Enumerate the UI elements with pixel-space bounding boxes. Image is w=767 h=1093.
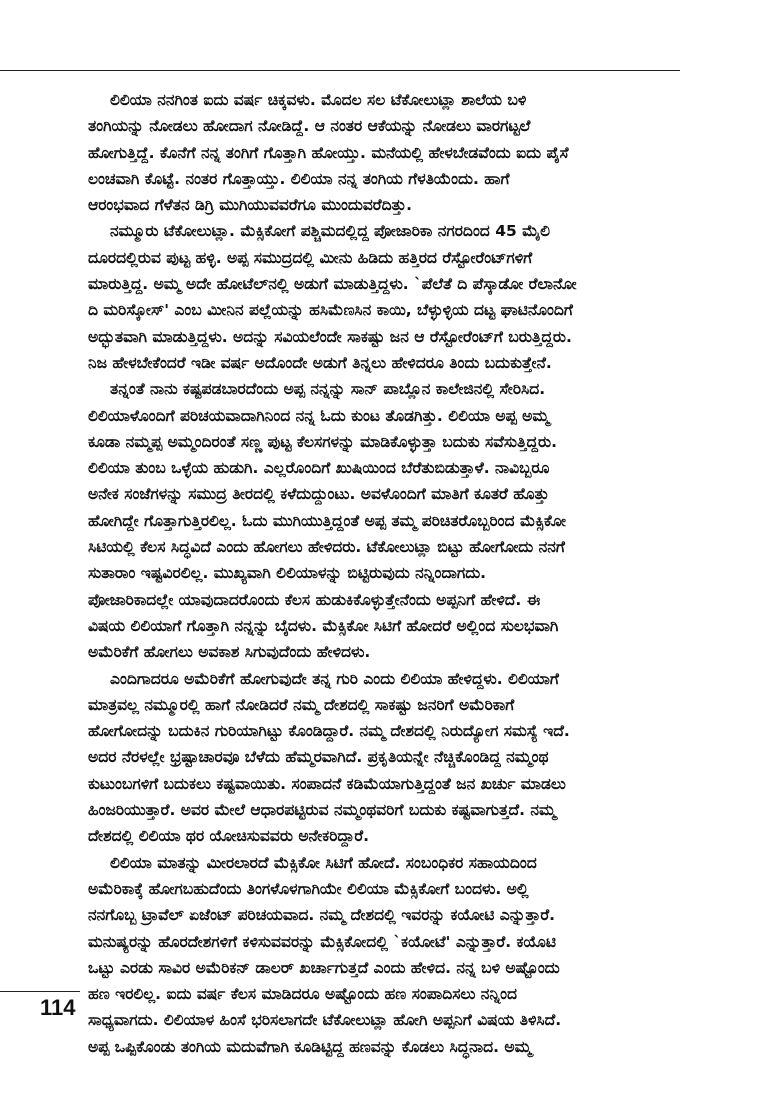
text-line: ತಂಗಿಯನ್ನು ನೋಡಲು ಹೋದಾಗ ನೋಡಿದ್ದೆ. ಆ ನಂತರ ಆಕೆಯನ್ನು ನೋಡಲು ವಾರಗಟ್ಟಲೆ bbox=[88, 117, 531, 136]
text-line: ಲಂಚವಾಗಿ ಕೊಟ್ಟೆ. ನಂತರ ಗೊತ್ತಾಯ್ತು. ಲಿಲಿಯಾ ನನ್ನ ತಂಗಿಯ ಗೆಳತಿಯೆಂದು. ಹಾಗೆ bbox=[88, 169, 510, 188]
text-line: ಸಾಧ್ಯವಾಗದು. ಲಿಲಿಯಾಳ ಹಿಂಸೆ ಭರಿಸಲಾಗದೇ ಟೆಕೋಲುಟ್ಲಾ ಹೋಗಿ ಅಪ್ಪನಿಗೆ ವಿಷಯ ತಿಳಿಸಿದೆ. bbox=[88, 1011, 562, 1030]
top-rule bbox=[0, 70, 680, 71]
paragraph bbox=[88, 376, 680, 665]
text-line: ಲಿಲಿಯಾಳೊಂದಿಗೆ ಪರಿಚಯವಾದಾಗಿನಿಂದ ನನ್ನ ಓದು ಕುಂಟ ತೊಡಗಿತ್ತು. ಲಿಲಿಯಾ ಅಪ್ಪ ಅಮ್ಮ bbox=[88, 406, 550, 425]
text-line: ಹೋಗೋದನ್ನು ಬದುಕಿನ ಗುರಿಯಾಗಿಟ್ಟು ಕೊಂಡಿದ್ದಾರೆ. ನಮ್ಮ ದೇಶದಲ್ಲಿ ನಿರುದ್ಯೋಗ ಸಮಸ್ಯೆ ಇದೆ. bbox=[88, 722, 570, 741]
text-line: ಅದರ ನೆರಳಲ್ಲೇ ಭ್ರಷ್ಟಾಚಾರವೂ ಬೆಳೆದು ಹೆಮ್ಮರವಾಗಿದೆ. ಪ್ರಕೃತಿಯನ್ನೇ ನೆಚ್ಚಿಕೊಂಡಿದ್ದ ನಮ್ಮಂಥ bbox=[88, 748, 549, 767]
text-line: ಹೋಗುತ್ತಿದ್ದೆ. ಕೊನೆಗೆ ನನ್ನ ತಂಗಿಗೆ ಗೊತ್ತಾಗಿ ಹೋಯ್ತು. ಮನೆಯಲ್ಲಿ ಹೇಳಬೇಡವೆಂದು ಐದು ಪೈಸೆ bbox=[88, 143, 569, 162]
text-line: ಅಮೆರಿಕೆಗೆ ಹೋಗಲು ಅವಕಾಶ ಸಿಗುವುದೆಂದು ಹೇಳಿದಳು. bbox=[88, 643, 371, 662]
text-line: ಪೋಜಾರಿಕಾದಲ್ಲೇ ಯಾವುದಾದರೊಂದು ಕೆಲಸ ಹುಡುಕಿಕೊಳ್ಳುತ್ತೇನೆಂದು ಅಪ್ಪನಿಗೆ ಹೇಳಿದೆ. ಈ bbox=[88, 590, 541, 609]
text-line: ಹೋಗಿದ್ದೇ ಗೊತ್ತಾಗುತ್ತಿರಲಿಲ್ಲ. ಓದು ಮುಗಿಯುತ್ತಿದ್ದಂತೆ ಅಪ್ಪ ತಮ್ಮ ಪರಿಚಿತರೊಬ್ಬರಿಂದ ಮೆಕ್ಸಿಕೋ bbox=[88, 511, 567, 530]
paragraph bbox=[88, 218, 680, 376]
text-line: ದಿ ಮರಿಸ್ಕೋಸ್' ಎಂಬ ಮೀನಿನ ಪಲ್ಲೆಯನ್ನು ಹಸಿಮೆಣಸಿನ ಕಾಯಿ, ಬೆಳ್ಳುಳ್ಳಿಯ ದಟ್ಟ ಘಾಟಿನೊಂದಿಗೆ bbox=[88, 301, 573, 320]
text-line: ನನಗೊಬ್ಬ ಟ್ರಾವೆಲ್ ಏಜೆಂಟ್ ಪರಿಚಯವಾದ. ನಮ್ಮ ದೇಶದಲ್ಲಿ ಇವರನ್ನು ಕಯೋಟಿ ಎನ್ನುತ್ತಾರೆ. bbox=[88, 906, 556, 925]
text-line: ಮಾರುತ್ತಿದ್ದ. ಅಮ್ಮ ಅದೇ ಹೋಟೆಲ್‌ನಲ್ಲಿ ಅಡುಗೆ ಮಾಡುತ್ತಿದ್ದಳು. `ಪೆಲೆತೆ ದಿ ಪೆಸ್ಕಾಡೋ ರೆಲಾನೋ bbox=[88, 275, 577, 294]
text-line: ಲಿಲಿಯಾ ಮಾತನ್ನು ಮೀರಲಾರದೆ ಮೆಕ್ಸಿಕೋ ಸಿಟಿಗೆ ಹೋದೆ. ಸಂಬಂಧಿಕರ ಸಹಾಯದಿಂದ bbox=[110, 853, 537, 872]
paragraph bbox=[88, 850, 680, 1060]
text-line: ಆರಂಭವಾದ ಗೆಳೆತನ ಡಿಗ್ರಿ ಮುಗಿಯುವವರೆಗೂ ಮುಂದುವರೆದಿತ್ತು. bbox=[88, 196, 412, 215]
text-line: ಸುತಾರಾಂ ಇಷ್ಟವಿರಲಿಲ್ಲ. ಮುಖ್ಯವಾಗಿ ಲಿಲಿಯಾಳನ್ನು ಬಿಟ್ಟಿರುವುದು ನನ್ನಿಂದಾಗದು. bbox=[88, 564, 487, 583]
text-line: ಸಿಟಿಯಲ್ಲಿ ಕೆಲಸ ಸಿದ್ಧವಿದೆ ಎಂದು ಹೋಗಲು ಹೇಳಿದರು. ಟೆಕೋಲುಟ್ಲಾ ಬಿಟ್ಟು ಹೋಗೋದು ನನಗೆ bbox=[88, 538, 565, 557]
text-line: ಲಿಲಿಯಾ ನನಗಿಂತ ಐದು ವರ್ಷ ಚಿಕ್ಕವಳು. ಮೊದಲ ಸಲ ಟೆಕೋಲುಟ್ಲಾ ಶಾಲೆಯ ಬಳಿ bbox=[110, 91, 527, 109]
text-line: ಕುಟುಂಬಗಳಿಗೆ ಬದುಕಲು ಕಷ್ಟವಾಯಿತು. ಸಂಪಾದನೆ ಕಡಿಮೆಯಾಗುತ್ತಿದ್ದಂತೆ ಜನ ಖರ್ಚು ಮಾಡಲು bbox=[88, 774, 566, 793]
paragraph bbox=[88, 666, 680, 850]
text-line: ಒಟ್ಟು ಎರಡು ಸಾವಿರ ಅಮೆರಿಕನ್ ಡಾಲರ್ ಖರ್ಚಾಗುತ್ತದೆ ಎಂದು ಹೇಳಿದ. ನನ್ನ ಬಳಿ ಅಷ್ಟೊಂದು bbox=[88, 958, 560, 977]
paragraph bbox=[88, 87, 680, 218]
footer-rule bbox=[0, 991, 80, 992]
text-line: ಮಾತ್ರವಲ್ಲ ನಮ್ಮೂರಲ್ಲಿ ಹಾಗೆ ನೋಡಿದರೆ ನಮ್ಮ ದೇಶದಲ್ಲಿ ಸಾಕಷ್ಟು ಜನರಿಗೆ ಅಮೆರಿಕಾಗೆ bbox=[88, 695, 515, 714]
text-line: ಕೂಡಾ ನಮ್ಮಪ್ಪ ಅಮ್ಮಂದಿರಂತೆ ಸಣ್ಣ ಪುಟ್ಟ ಕೆಲಸಗಳನ್ನು ಮಾಡಿಕೊಳ್ಳುತ್ತಾ ಬದುಕು ಸವೆಸುತ್ತಿದ್ದರು. bbox=[88, 432, 557, 451]
text-line: ಮನುಷ್ಯರನ್ನು ಹೊರದೇಶಗಳಿಗೆ ಕಳಿಸುವವರನ್ನು ಮೆಕ್ಸಿಕೋದಲ್ಲಿ `ಕಯೋಟೆ' ಎನ್ನುತ್ತಾರೆ. ಕಯೊಟಿ bbox=[88, 932, 556, 951]
text-line: ಲಿಲಿಯಾ ತುಂಬ ಒಳ್ಳೆಯ ಹುಡುಗಿ. ಎಲ್ಲರೊಂದಿಗೆ ಖುಷಿಯಿಂದ ಬೆರೆತುಬಿಡುತ್ತಾಳೆ. ನಾವಿಬ್ಬರೂ bbox=[88, 459, 550, 478]
text-line: ಎಂದಿಗಾದರೂ ಅಮೆರಿಕೆಗೆ ಹೋಗುವುದೇ ತನ್ನ ಗುರಿ ಎಂದು ಲಿಲಿಯಾ ಹೇಳಿದ್ದಳು. ಲಿಲಿಯಾಗೆ bbox=[110, 669, 559, 688]
text-line: ನಮ್ಮೂರು ಟೆಕೋಲುಟ್ಲಾ. ಮೆಕ್ಸಿಕೋಗೆ ಪಶ್ಚಿಮದಲ್ಲಿದ್ದ ಪೋಜಾರಿಕಾ ನಗರದಿಂದ 45 ಮೈಲಿ bbox=[110, 222, 551, 241]
text-line: ತನ್ನಂತೆ ನಾನು ಕಷ್ಟಪಡಬಾರದೆಂದು ಅಪ್ಪ ನನ್ನನ್ನು ಸಾನ್ ಪಾಬ್ಲೊನ ಕಾಲೇಜಿನಲ್ಲಿ ಸೇರಿಸಿದ. bbox=[110, 380, 546, 399]
text-line: ನಿಜ ಹೇಳಬೇಕೆಂದರೆ ಇಡೀ ವರ್ಷ ಅದೊಂದೇ ಅಡುಗೆ ತಿನ್ನಲು ಹೇಳಿದರೂ ತಿಂದು ಬದುಕುತ್ತೇನೆ. bbox=[88, 353, 552, 372]
text-line: ವಿಷಯ ಲಿಲಿಯಾಗೆ ಗೊತ್ತಾಗಿ ನನ್ನನ್ನು ಬೈದಳು. ಮೆಕ್ಸಿಕೋ ಸಿಟಿಗೆ ಹೋದರೆ ಅಲ್ಲಿಂದ ಸುಲಭವಾಗಿ bbox=[88, 616, 559, 635]
page-number: 114 bbox=[40, 995, 76, 1020]
text-line: ಅಪ್ಪ ಒಪ್ಪಿಕೊಂಡು ತಂಗಿಯ ಮದುವೆಗಾಗಿ ಕೂಡಿಟ್ಟಿದ್ದ ಹಣವನ್ನು ಕೊಡಲು ಸಿದ್ಧನಾದ. ಅಮ್ಮ bbox=[88, 1037, 532, 1056]
text-line: ದೇಶದಲ್ಲಿ ಲಿಲಿಯಾ ಥರ ಯೋಚಿಸುವವರು ಅನೇಕರಿದ್ದಾರೆ. bbox=[88, 827, 370, 846]
text-line: ದೂರದಲ್ಲಿರುವ ಪುಟ್ಟ ಹಳ್ಳಿ. ಅಪ್ಪ ಸಮುದ್ರದಲ್ಲಿ ಮೀನು ಹಿಡಿದು ಹತ್ತಿರದ ರೆಸ್ಟೋರೆಂಟ್‌ಗಳಿಗೆ bbox=[88, 248, 533, 267]
text-line: ಹಿಂಜರಿಯುತ್ತಾರೆ. ಅವರ ಮೇಲೆ ಆಧಾರಪಟ್ಟಿರುವ ನಮ್ಮಂಥವರಿಗೆ ಬದುಕು ಕಷ್ಟವಾಗುತ್ತದೆ. ನಮ್ಮ bbox=[88, 801, 556, 820]
text-line: ಹಣ ಇರಲಿಲ್ಲ. ಐದು ವರ್ಷ ಕೆಲಸ ಮಾಡಿದರೂ ಅಷ್ಟೊಂದು ಹಣ ಸಂಪಾದಿಸಲು ನನ್ನಿಂದ bbox=[88, 985, 518, 1004]
text-line: ಅದ್ಭುತವಾಗಿ ಮಾಡುತ್ತಿದ್ದಳು. ಅದನ್ನು ಸವಿಯಲೆಂದೇ ಸಾಕಷ್ಟು ಜನ ಆ ರೆಸ್ಟೋರೆಂಟ್‌ಗೆ ಬರುತ್ತಿದ್ದರು. bbox=[88, 327, 572, 346]
page-body bbox=[88, 87, 680, 1060]
text-line: ಅಮೆರಿಕಾಕ್ಕೆ ಹೋಗಬಹುದೆಂದು ತಿಂಗಳೊಳಗಾಗಿಯೇ ಲಿಲಿಯಾ ಮೆಕ್ಸಿಕೋಗೆ ಬಂದಳು. ಅಲ್ಲಿ bbox=[88, 879, 529, 898]
text-line: ಅನೇಕ ಸಂಜೆಗಳನ್ನು ಸಮುದ್ರ ತೀರದಲ್ಲಿ ಕಳೆದುದ್ದುಂಟು. ಅವಳೊಂದಿಗೆ ಮಾತಿಗೆ ಕೂತರೆ ಹೊತ್ತು bbox=[88, 485, 549, 504]
